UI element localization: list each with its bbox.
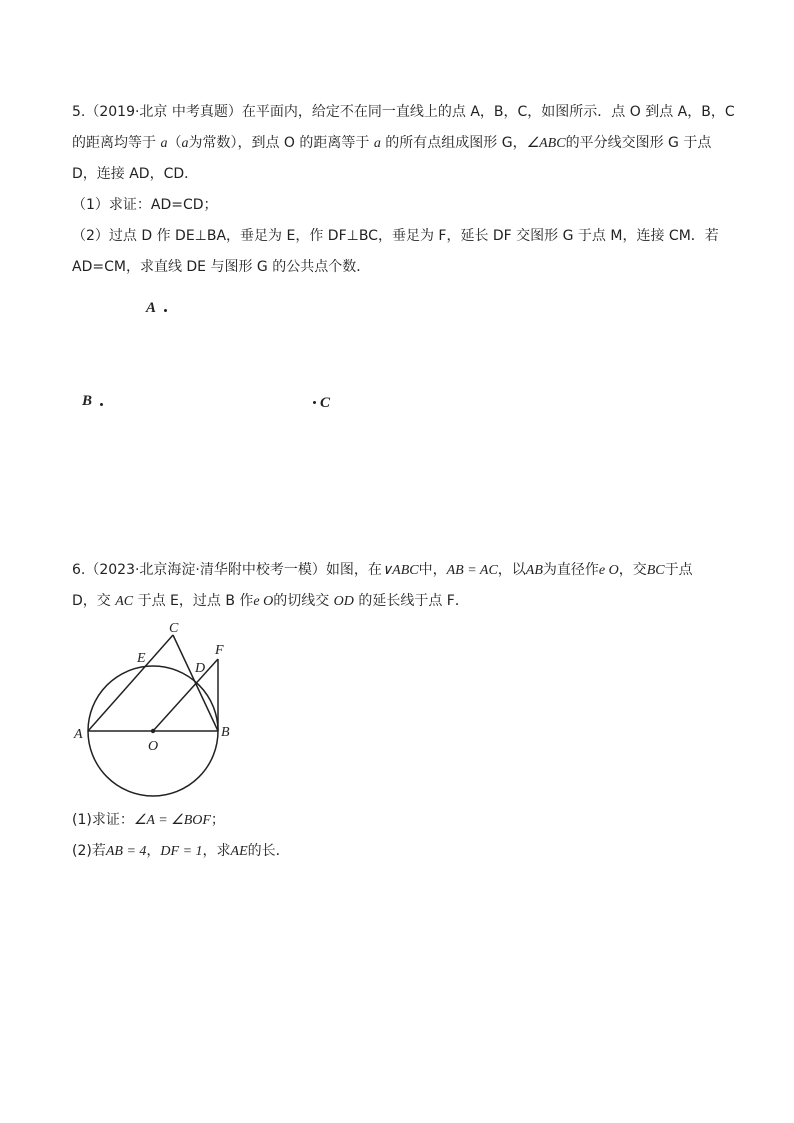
p6-text-1b: 中， — [418, 562, 447, 578]
p6-seg-ac: AC — [115, 594, 134, 609]
p6-ray-of — [153, 659, 218, 731]
p6-line-2 — [72, 591, 469, 612]
p5-text-2e: 的平分线交图形 G 于点 — [565, 135, 712, 151]
p5-label-b: B — [82, 393, 93, 409]
p6-label-o: O — [148, 739, 159, 754]
p5-text-2a: 的距离均等于 — [72, 135, 161, 151]
p6-q2-prefix: (2)若 — [72, 843, 106, 859]
p6-label-c: C — [169, 621, 179, 636]
p6-q2-suffix: 的长． — [247, 843, 290, 859]
p5-line-2 — [72, 133, 711, 154]
p6-q1-formula: ∠A = ∠BOF — [133, 813, 211, 828]
p6-q2-ae: AE — [230, 844, 248, 859]
p5-angle-abc: ∠ABC — [526, 136, 566, 151]
p6-q1-suffix: ； — [210, 812, 225, 828]
p6-figure — [70, 615, 240, 815]
p5-var-a1: a — [160, 136, 168, 151]
p6-label-b: B — [221, 725, 230, 740]
p5-var-a3: a — [373, 136, 381, 151]
p6-q2-ask: ，求 — [202, 843, 231, 859]
p5-text-4: （1）求证：AD=CD； — [72, 197, 218, 213]
p5-point-c — [313, 401, 316, 404]
p6-q2-ab: AB = 4 — [105, 844, 147, 859]
p6-question-2 — [72, 841, 290, 862]
p6-text-1c: ，以 — [497, 562, 526, 578]
p5-text-1: 5.（2019·北京 中考真题）在平面内，给定不在同一直线上的点 A，B，C，如图所示．点 O 到点 A，B，C — [72, 104, 735, 120]
p6-text-2d: 的延长线于点 F． — [353, 593, 469, 609]
p6-text-1e: ，交 — [618, 562, 647, 578]
p6-q2-comma-1: ， — [146, 843, 161, 859]
p6-circle-o-2: e O — [253, 594, 274, 609]
p5-text-6: AD=CM，求直线 DE 与图形 G 的公共点个数． — [72, 259, 371, 275]
p5-label-c: C — [320, 395, 331, 411]
p6-seg-ab: AB — [525, 563, 543, 578]
p6-seg-bc: BC — [646, 563, 665, 578]
p6-label-a: A — [74, 727, 83, 742]
p5-point-b — [100, 403, 103, 406]
p6-triangle: ∨ABC — [381, 563, 419, 578]
p6-text-2c: 的切线交 — [273, 593, 334, 609]
p6-line-1 — [72, 560, 693, 581]
p6-circle-o-1: e O — [598, 563, 619, 578]
p6-text-1f: 于点 — [664, 562, 693, 578]
p5-text-5: （2）过点 D 作 DE⊥BA，垂足为 E，作 DF⊥BC，垂足为 F，延长 DF 交图形 G 于点 M，连接 CM．若 — [72, 228, 719, 244]
p6-label-e: E — [137, 651, 146, 666]
p6-text-1d: 为直径作 — [542, 562, 599, 578]
p6-label-d: D — [195, 661, 206, 676]
p5-text-2d: 的所有点组成图形 G， — [380, 135, 527, 151]
p6-text-1a: 6.（2023·北京海淀·清华附中校考一模）如图，在 — [72, 562, 382, 578]
p5-line-3 — [72, 164, 198, 184]
p6-seg-od: OD — [333, 594, 354, 609]
p5-text-2b: （ — [167, 135, 182, 151]
p5-question-2 — [72, 226, 719, 246]
p5-text-2c: 为常数），到点 O 的距离等于 — [188, 135, 374, 151]
p6-text-2a: D，交 — [72, 593, 116, 609]
p5-var-a2: a — [181, 136, 189, 151]
p5-question-1 — [72, 195, 218, 215]
p5-question-2-cont — [72, 257, 370, 277]
p6-text-2b: 于点 E，过点 B 作 — [133, 593, 254, 609]
p6-side-ac — [88, 635, 173, 731]
p6-label-f: F — [215, 643, 224, 658]
p6-center-dot — [151, 729, 155, 733]
p5-point-a — [164, 309, 167, 312]
p6-q2-df: DF = 1 — [160, 844, 203, 859]
p5-text-3: D，连接 AD，CD． — [72, 166, 199, 182]
p6-question-1 — [72, 810, 225, 831]
p6-eq-ab-ac: AB = AC — [446, 563, 498, 578]
p6-q1-prefix: (1)求证： — [72, 812, 134, 828]
p5-label-a: A — [146, 300, 157, 316]
p5-line-1 — [72, 102, 735, 122]
